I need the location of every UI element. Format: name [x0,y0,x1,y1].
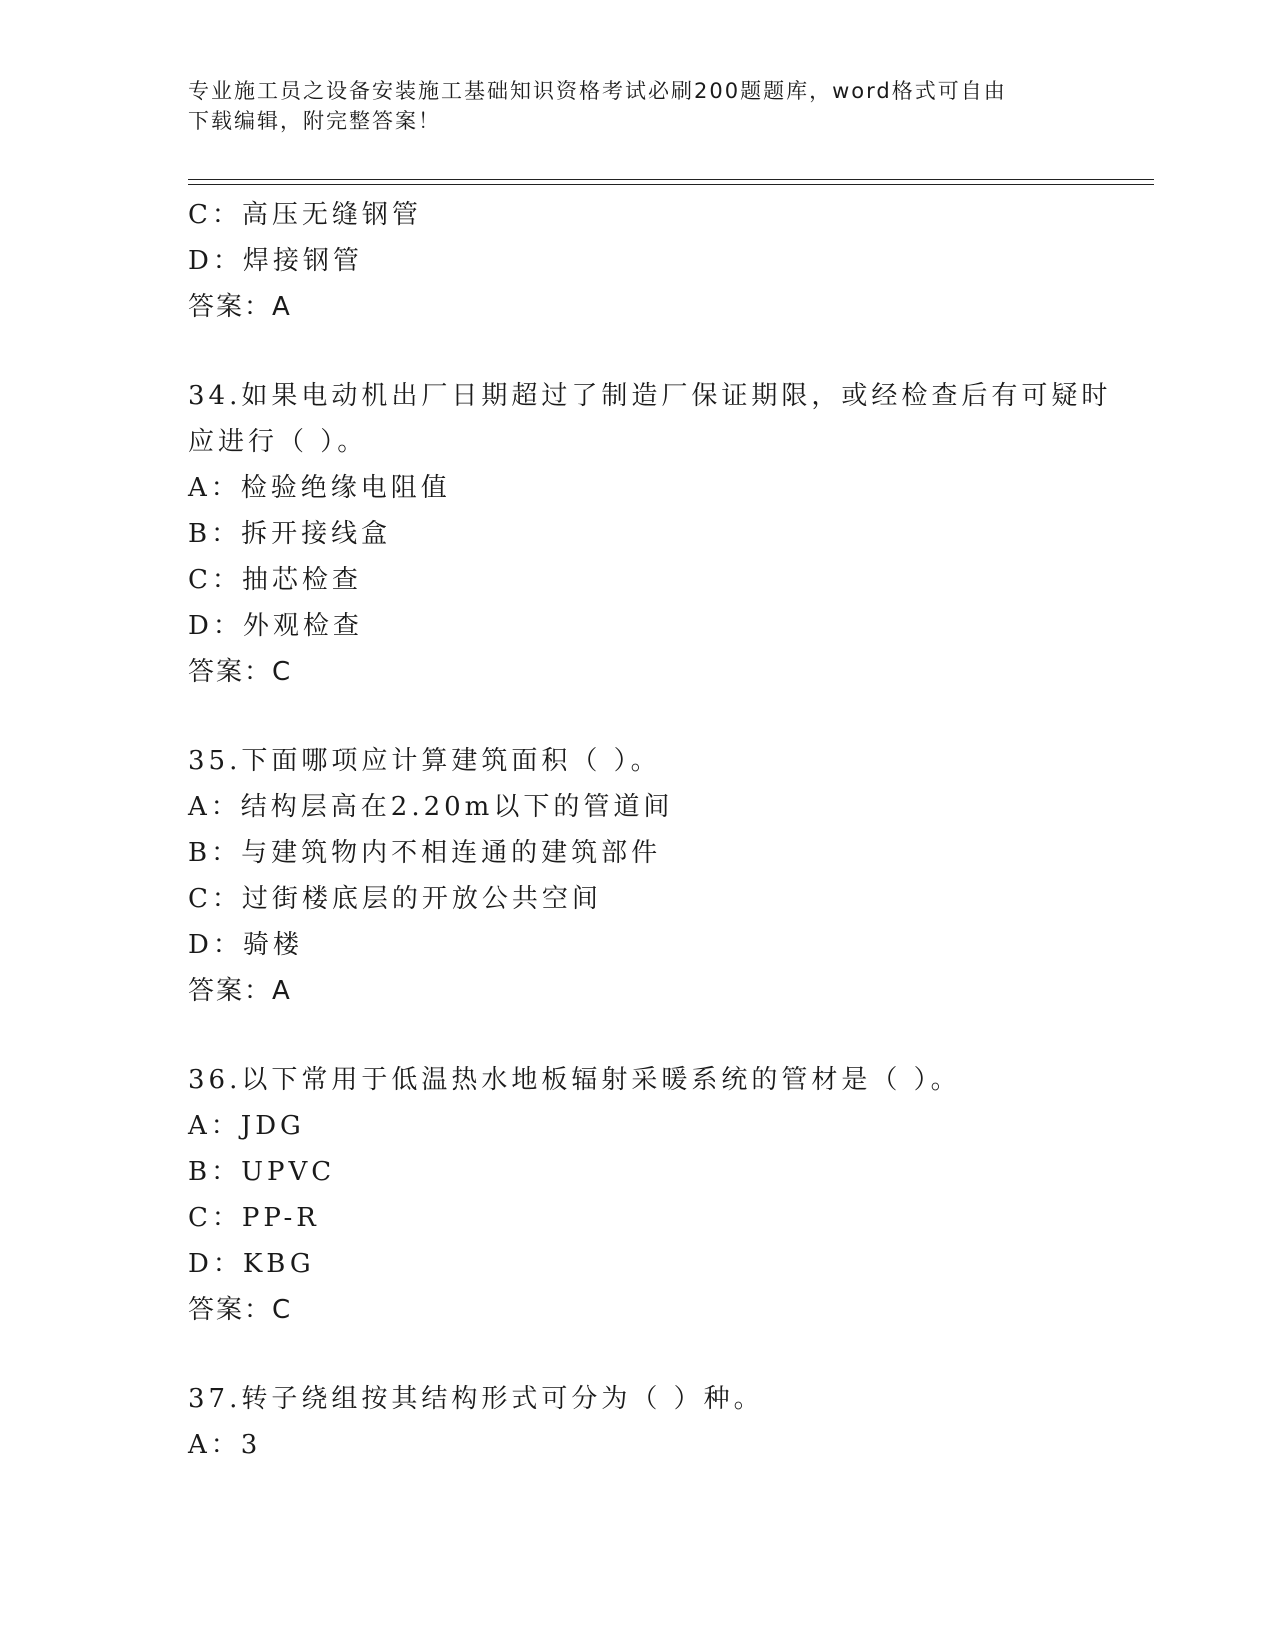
option-a: A：JDG [188,1111,305,1141]
option-d: D：焊接钢管 [188,246,363,276]
option-b: B：UPVC [188,1157,336,1187]
option-d: D：KBG [188,1249,315,1279]
header-line-1: 专业施工员之设备安装施工基础知识资格考试必刷200题题库，word格式可自由 [188,79,1007,103]
option-a: A：3 [188,1430,262,1460]
question-stem: 34.如果电动机出厂日期超过了制造厂保证期限，或经检查后有可疑时 [188,381,1112,411]
question-stem-continued: 应进行（ ）。 [188,427,368,457]
option-b: B：拆开接线盒 [188,519,392,549]
question-stem: 35.下面哪项应计算建筑面积（ ）。 [188,746,661,776]
question-stem: 37.转子绕组按其结构形式可分为（ ）种。 [188,1384,764,1414]
option-c: C：过街楼底层的开放公共空间 [188,884,602,914]
header-divider-top [188,179,1154,180]
question-36 [188,1057,1154,1333]
option-b: B：与建筑物内不相连通的建筑部件 [188,838,662,868]
option-d: D：骑楼 [188,930,303,960]
answer-line: 答案：C [188,1295,293,1325]
option-c: C：抽芯检查 [188,565,362,595]
question-37 [188,1376,1154,1468]
header-line-2: 下载编辑，附完整答案！ [188,109,441,133]
answer-line: 答案：C [188,657,293,687]
answer-line: 答案：A [188,976,292,1006]
header-divider-bottom [188,184,1154,185]
option-a: A：检验绝缘电阻值 [188,473,451,503]
option-d: D：外观检查 [188,611,363,641]
question-34 [188,373,1154,695]
previous-question-tail [188,192,1154,330]
option-c: C：PP-R [188,1203,320,1233]
question-stem: 36.以下常用于低温热水地板辐射采暖系统的管材是（ ）。 [188,1065,961,1095]
question-list [188,192,1154,1468]
document-header [188,76,1088,136]
answer-line: 答案：A [188,292,292,322]
option-c: C：高压无缝钢管 [188,200,422,230]
question-35 [188,738,1154,1014]
option-a: A：结构层高在2.20m以下的管道间 [188,792,674,822]
